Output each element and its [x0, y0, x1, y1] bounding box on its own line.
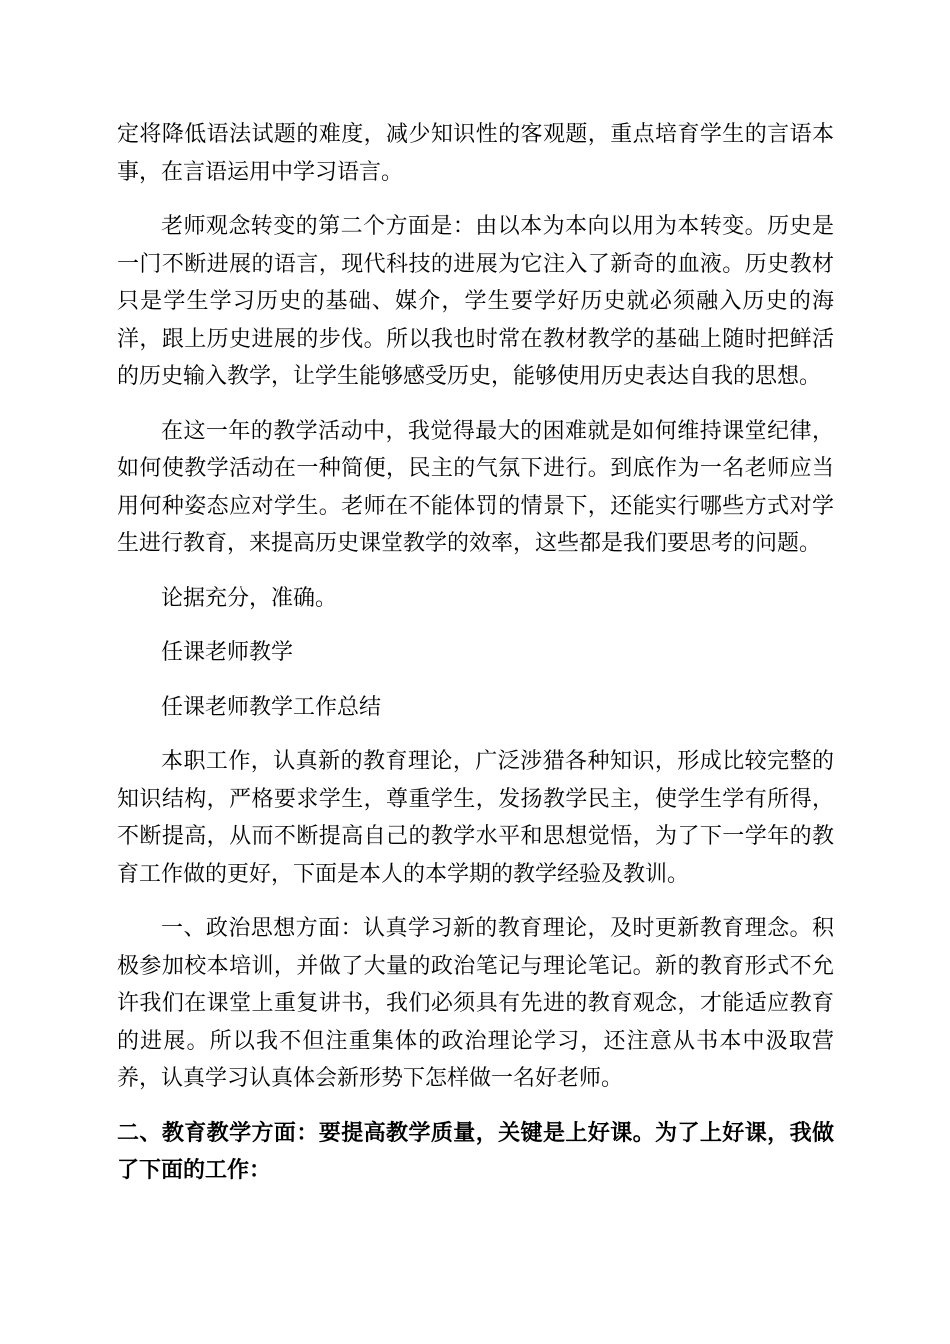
- section-heading-teaching: 二、教育教学方面：要提高教学质量，关键是上好课。为了上好课，我做了下面的工作：: [117, 1119, 834, 1183]
- paragraph-classroom-discipline: 在这一年的教学活动中，我觉得最大的困难就是如何维持课堂纪律，如何使教学活动在一种简便，民主的气氛下进行。到底作为一名老师应当用何种姿态应对学生。老师在不能体罚的情景下，还能实行哪些方式对学生进行教育，来提高历史课堂教学的效率，这些都是我们要思考的问题。: [117, 418, 834, 556]
- paragraph-teacher-concept: 老师观念转变的第二个方面是：由以本为本向以用为本转变。历史是一门不断进展的语言，现代科技的进展为它注入了新奇的血液。历史教材只是学生学习历史的基础、媒介，学生要学好历史就必须融入历史的海洋，跟上历史进展的步伐。所以我也时常在教材教学的基础上随时把鲜活的历史输入教学，让学生能够感受历史，能够使用历史表达自我的思想。: [117, 214, 834, 389]
- paragraph-political-thought: 一、政治思想方面：认真学习新的教育理论，及时更新教育理念。积极参加校本培训，并做了大量的政治笔记与理论笔记。新的教育形式不允许我们在课堂上重复讲书，我们必须具有先进的教育观念，才能适应教育的进展。所以我不但注重集体的政治理论学习，还注意从书本中汲取营养，认真学习认真体会新形势下怎样做一名好老师。: [117, 916, 834, 1091]
- paragraph-duties: 本职工作，认真新的教育理论，广泛涉猎各种知识，形成比较完整的知识结构，严格要求学生，尊重学生，发扬教学民主，使学生学有所得，不断提高，从而不断提高自己的教学水平和思想觉悟，为了下一学年的教育工作做的更好，下面是本人的本学期的教学经验及教训。: [117, 749, 834, 887]
- paragraph-heading-teacher: 任课老师教学: [161, 640, 294, 665]
- paragraph-summary-title: 任课老师教学工作总结: [161, 694, 382, 720]
- paragraph-evidence: 论据充分，准确。: [161, 585, 338, 611]
- document-body: [117, 116, 834, 1207]
- paragraph-continued: 定将降低语法试题的难度，减少知识性的客观题，重点培育学生的言语本事，在言语运用中学习语言。: [117, 122, 834, 185]
